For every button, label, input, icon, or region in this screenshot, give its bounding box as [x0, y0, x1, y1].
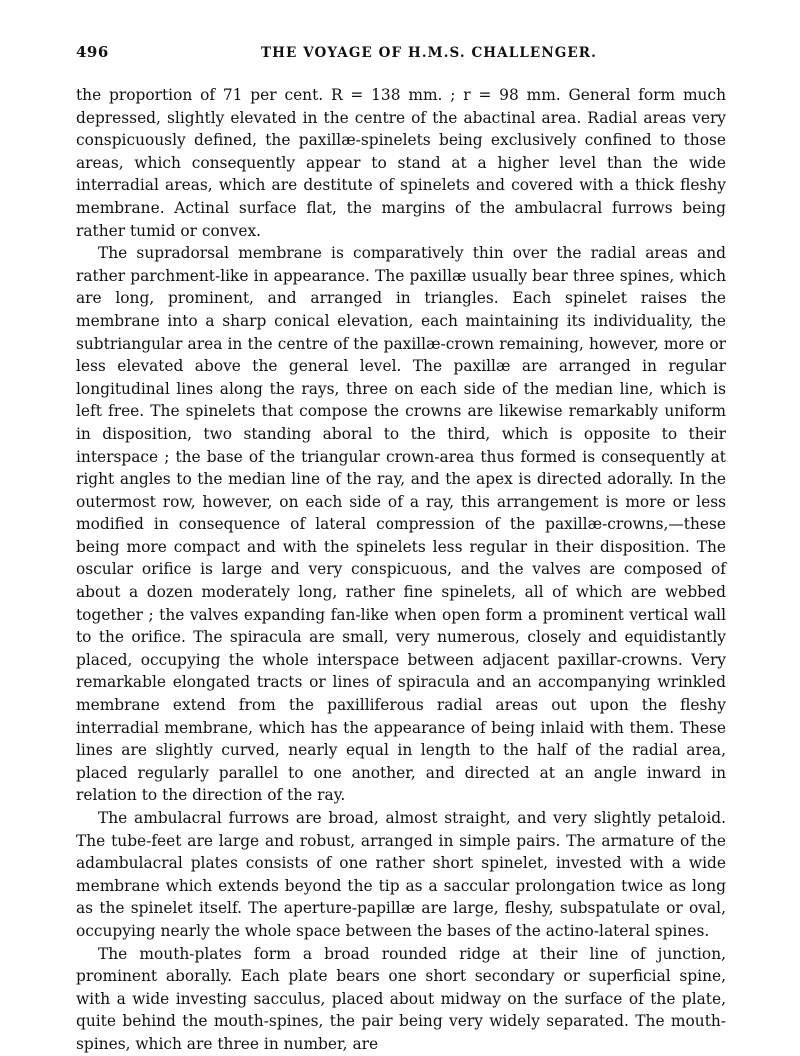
page-header — [76, 43, 726, 65]
running-title: THE VOYAGE OF H.M.S. CHALLENGER. — [261, 45, 597, 61]
paragraph-3: The ambulacral furrows are broad, almost straight, and very slightly petaloid. The tube-feet are large and robust, arranged in simple pairs. The armature of the adambulacral plates consists of one rather short spinelet, invested with a wide membrane which extends beyond the tip as a saccular prolongation twice as long as the spinelet itself. The aperture-papillæ are large, fleshy, subspatulate or oval, occupying nearly the whole space between the bases of the actino-lateral spines. — [76, 809, 726, 940]
paragraph-2: The supradorsal membrane is comparatively thin over the radial areas and rather parchment-like in appearance. The paxillæ usually bear three spines, which are long, prominent, and arranged in triangles. Each spinelet raises the membrane into a sharp conical elevation, each maintaining its individuality, the subtriangular area in the centre of the paxillæ-crown remaining, however, more or less elevated above the general level. The paxillæ are arranged in regular longitudinal lines along the rays, three on each side of the median line, which is left free. The spinelets that compose the crowns are likewise remarkably uniform in disposition, two standing aboral to the third, which is opposite to their interspace ; the base of the triangular crown-area thus formed is consequently at right angles to the median line of the ray, and the apex is directed adorally. In the outermost row, however, on each side of a ray, this arrangement is more or less modified in consequence of lateral compression of the paxillæ-crowns,—these being more compact and with the spinelets less regular in their disposition. The oscular orifice is large and very conspicuous, and the valves are composed of about a dozen moderately long, rather fine spinelets, all of which are webbed together ; the valves expanding fan-like when open form a prominent vertical wall to the orifice. The spiracula are small, very numerous, closely and equidistantly placed, occupying the whole interspace between adjacent paxillar-crowns. Very remarkable elongated tracts or lines of spiracula and an accompanying wrinkled membrane extend from the paxilliferous radial areas out upon the fleshy interradial membrane, which has the appearance of being inlaid with them. These lines are slightly curved, nearly equal in length to the half of the radial area, placed regularly parallel to one another, and directed at an angle inward in relation to the direction of the ray. — [76, 244, 726, 805]
paragraph-1: the proportion of 71 per cent. R = 138 mm. ; r = 98 mm. General form much depressed, slightly elevated in the centre of the abactinal area. Radial areas very conspicuously defined, the paxillæ-spinelets being exclusively confined to those areas, which consequently appear to stand at a higher level than the wide interradial areas, which are destitute of spinelets and covered with a thick fleshy membrane. Actinal surface flat, the margins of the ambulacral furrows being rather tumid or convex. — [76, 86, 726, 240]
body-text — [76, 84, 726, 1056]
page-number: 496 — [76, 43, 109, 61]
paragraph-4: The mouth-plates form a broad rounded ridge at their line of junction, prominent aborally. Each plate bears one short secondary or superficial spine, with a wide investing sacculus, placed about midway on the surface of the plate, quite behind the mouth-spines, the pair being very widely separated. The mouth-spines, which are three in number, are — [76, 944, 726, 1053]
